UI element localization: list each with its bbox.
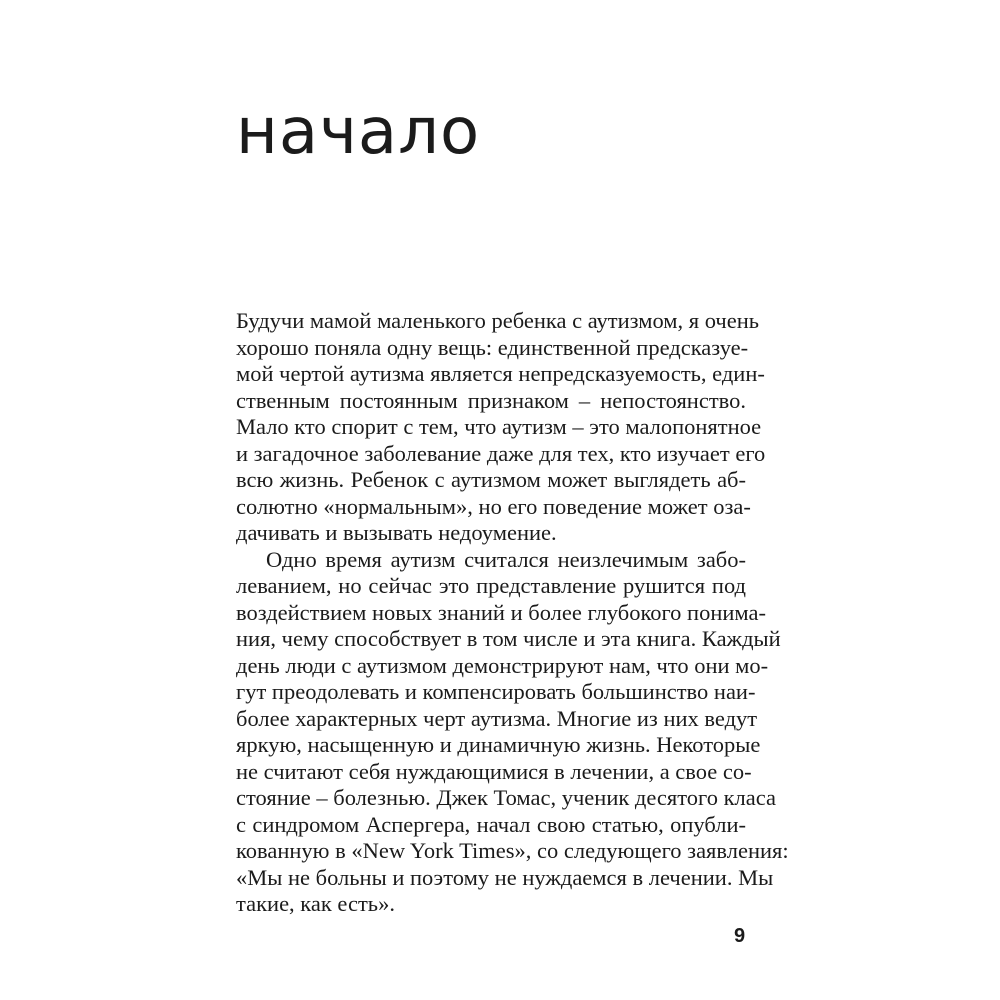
text-line: яркую, насыщенную и динамичную жизнь. Некоторые <box>236 732 761 757</box>
text-line: более характерных черт аутизма. Многие из них ведут <box>236 705 758 731</box>
text-line: солютно «нормальным», но его поведение может оза- <box>236 493 751 519</box>
text-line: хорошо поняла одну вещь: единственной предсказуе- <box>236 334 749 360</box>
text-line: Одно время аутизм считался неизлечимым забо- <box>266 546 746 572</box>
text-line: и загадочное заболевание даже для тех, кто изучает его <box>236 440 766 466</box>
paragraph-1 <box>236 308 766 547</box>
text-line: леванием, но сейчас это представление рушится под <box>236 573 746 598</box>
text-line: ственным постоянным признаком – непостоянство. <box>236 387 746 413</box>
text-line: день люди с аутизмом демонстрируют нам, что они мо- <box>236 652 769 678</box>
chapter-title: начало <box>236 95 481 169</box>
text-line: кованную в «New York Times», со следующего заявления: <box>236 838 789 863</box>
body-text <box>236 308 789 918</box>
text-line: всю жизнь. Ребенок с аутизмом может выглядеть аб- <box>236 467 746 492</box>
text-line: мой чертой аутизма является непредсказуемость, един- <box>236 361 765 386</box>
text-line: «Мы не больны и поэтому не нуждаемся в лечении. Мы <box>236 864 774 890</box>
text-line: Мало кто спорит с тем, что аутизм – это малопонятное <box>236 414 762 439</box>
text-line: гут преодолевать и компенсировать большинство наи- <box>236 679 756 704</box>
text-line: стояние – болезнью. Джек Томас, ученик десятого класа <box>236 785 776 810</box>
paragraph-2 <box>236 546 789 918</box>
text-line: воздействием новых знаний и более глубокого понима- <box>236 599 766 625</box>
text-line: дачивать и вызывать недоумение. <box>236 520 557 545</box>
text-line: ния, чему способствует в том числе и эта книга. Каждый <box>236 626 781 651</box>
text-line: не считают себя нуждающимися в лечении, а свое со- <box>236 758 752 784</box>
text-line: с синдромом Аспергера, начал свою статью, опубли- <box>236 811 746 837</box>
text-line: такие, как есть». <box>236 891 395 916</box>
page-number: 9 <box>734 925 746 947</box>
text-line: Будучи мамой маленького ребенка с аутизмом, я очень <box>236 308 760 333</box>
